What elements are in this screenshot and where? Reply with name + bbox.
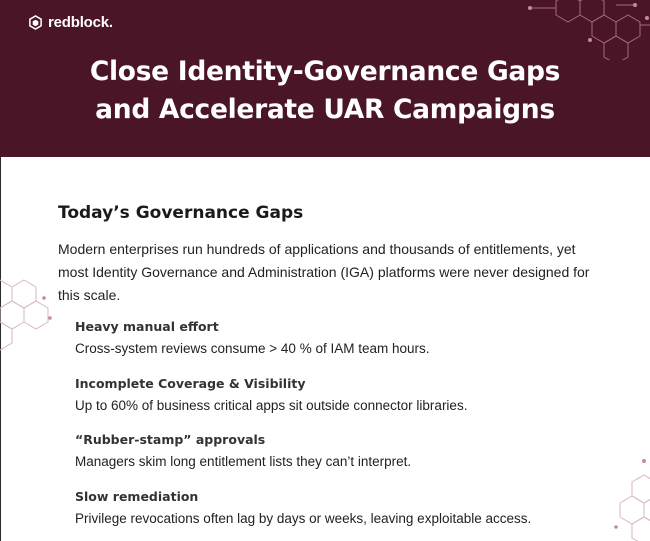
hexagon-pattern-icon (0, 274, 60, 354)
hexagon-logo-icon (28, 15, 43, 30)
gap-heading: Slow remediation (75, 489, 199, 504)
hero-title (0, 53, 650, 129)
list-item (75, 375, 595, 415)
brand-name: redblock. (48, 14, 113, 31)
gap-description: Cross-system reviews consume > 40 % of IAM team hours. (75, 341, 430, 356)
gap-description: Managers skim long entitlement lists they can’t interpret. (75, 454, 412, 469)
hero-title-line-1: Close Identity-Governance Gaps (89, 56, 561, 87)
list-item (75, 488, 595, 528)
gap-heading: Heavy manual effort (75, 319, 219, 334)
hexagon-pattern-icon (520, 0, 650, 60)
gap-description: Privilege revocations often lag by days or weeks, leaving exploitable access. (75, 511, 532, 526)
section-title: Today’s Governance Gaps (58, 203, 304, 223)
gap-heading: “Rubber-stamp” approvals (75, 432, 266, 447)
intro-paragraph: Modern enterprises run hundreds of applications and thousands of entitlements, yet most Identity Governance and Administration (IGA) platforms were never designed for this scale. (58, 241, 590, 303)
hero-banner (0, 0, 650, 157)
list-item (75, 318, 595, 358)
hero-title-line-2: and Accelerate UAR Campaigns (95, 94, 555, 125)
gap-heading: Incomplete Coverage & Visibility (75, 376, 306, 391)
gap-description: Up to 60% of business critical apps sit outside connector libraries. (75, 398, 468, 413)
list-item (75, 431, 595, 471)
brand-logo[interactable] (28, 14, 113, 31)
hexagon-pattern-icon (610, 455, 650, 541)
